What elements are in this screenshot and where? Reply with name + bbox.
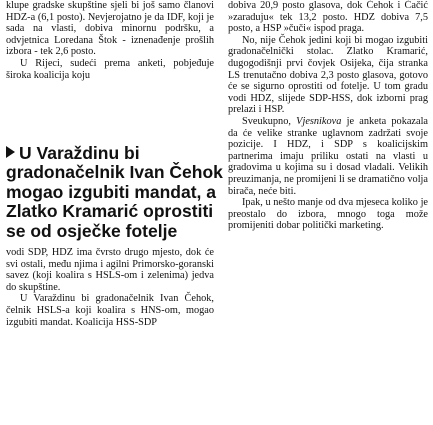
left-column-top xyxy=(6,0,214,81)
paragraph-lead: Sveukupno, xyxy=(242,115,297,127)
article-headline xyxy=(6,144,228,241)
article-paragraph: klupe gradske skupštine sjeli bi još samo članovi HDZ-a (6,1 posto). Nevjerojatno je da IDF, koji je sada na vlasti, dobiva minornu podršku, a odvjetnica Loredana Štok - iznenađenje prošlih izbora - tek 2,6 posto. xyxy=(6,0,214,58)
article-paragraph: U Varaždinu bi gradonačelnik Ivan Čehok, čelnik HSLS-a koji koalira s HNS-om, mogao izgubiti mandat. Koalicija HSS-SDP xyxy=(6,293,214,328)
article-paragraph xyxy=(228,116,428,197)
left-column-bottom xyxy=(6,247,214,328)
bullet-triangle-icon xyxy=(6,146,15,158)
paragraph-rest: je anketa pokazala da će velike stranke uglavnom zadržati svoje pozicije. I HDZ, i SDP s koalicijskim partnerima imaju priliku ostati na vlasti u gradovima u kojima su i dosad vladali. Velikih preuzimanja, ne promijeni li se dramatično volja birača, neće biti. xyxy=(228,115,428,197)
newspaper-name: Vjesnikova xyxy=(296,115,342,127)
headline-text: U Varaždinu bi gradonačelnik Ivan Čehok mogao izgubiti mandat, a Zlatko Kramarić oprostiti se od osječke fotelje xyxy=(6,143,223,241)
article-paragraph: U Rijeci, sudeći prema anketi, pobjeđuje široka koalicija koju xyxy=(6,57,214,81)
article-paragraph: dobiva 20,9 posto glasova, dok Čehok i Čačić »zaraduju« tek 13,2 posto. HDZ dobiva 7,5 posto, a HSP »čuči« ispod praga. xyxy=(228,0,428,35)
article-paragraph: No, nije Čehok jedini koji bi mogao izgubiti gradonačelnički stolac. Zlatko Kramarić, dugogodišnji prvi čovjek Osijeka, čija stranka LS trenutačno dobiva 2,3 posto glasova, gotovo će se sigurno oprostiti od fotelje. U tom gradu vodi HDZ, slijede SDP-HSS, dok izborni prag prelazi i HSP. xyxy=(228,34,428,116)
right-column xyxy=(228,0,428,232)
article-paragraph: Ipak, u nešto manje od dva mjeseca koliko je preostalo do izbora, mnogo toga može promijeniti dobar politički marketing. xyxy=(228,197,428,232)
article-paragraph: vodi SDP, HDZ ima čvrsto drugo mjesto, dok će svi ostali, među njima i agilni Primorsko-goranski savez (koji koalira s HSLS-om i zelenima) jedva do skupštine. xyxy=(6,247,214,293)
